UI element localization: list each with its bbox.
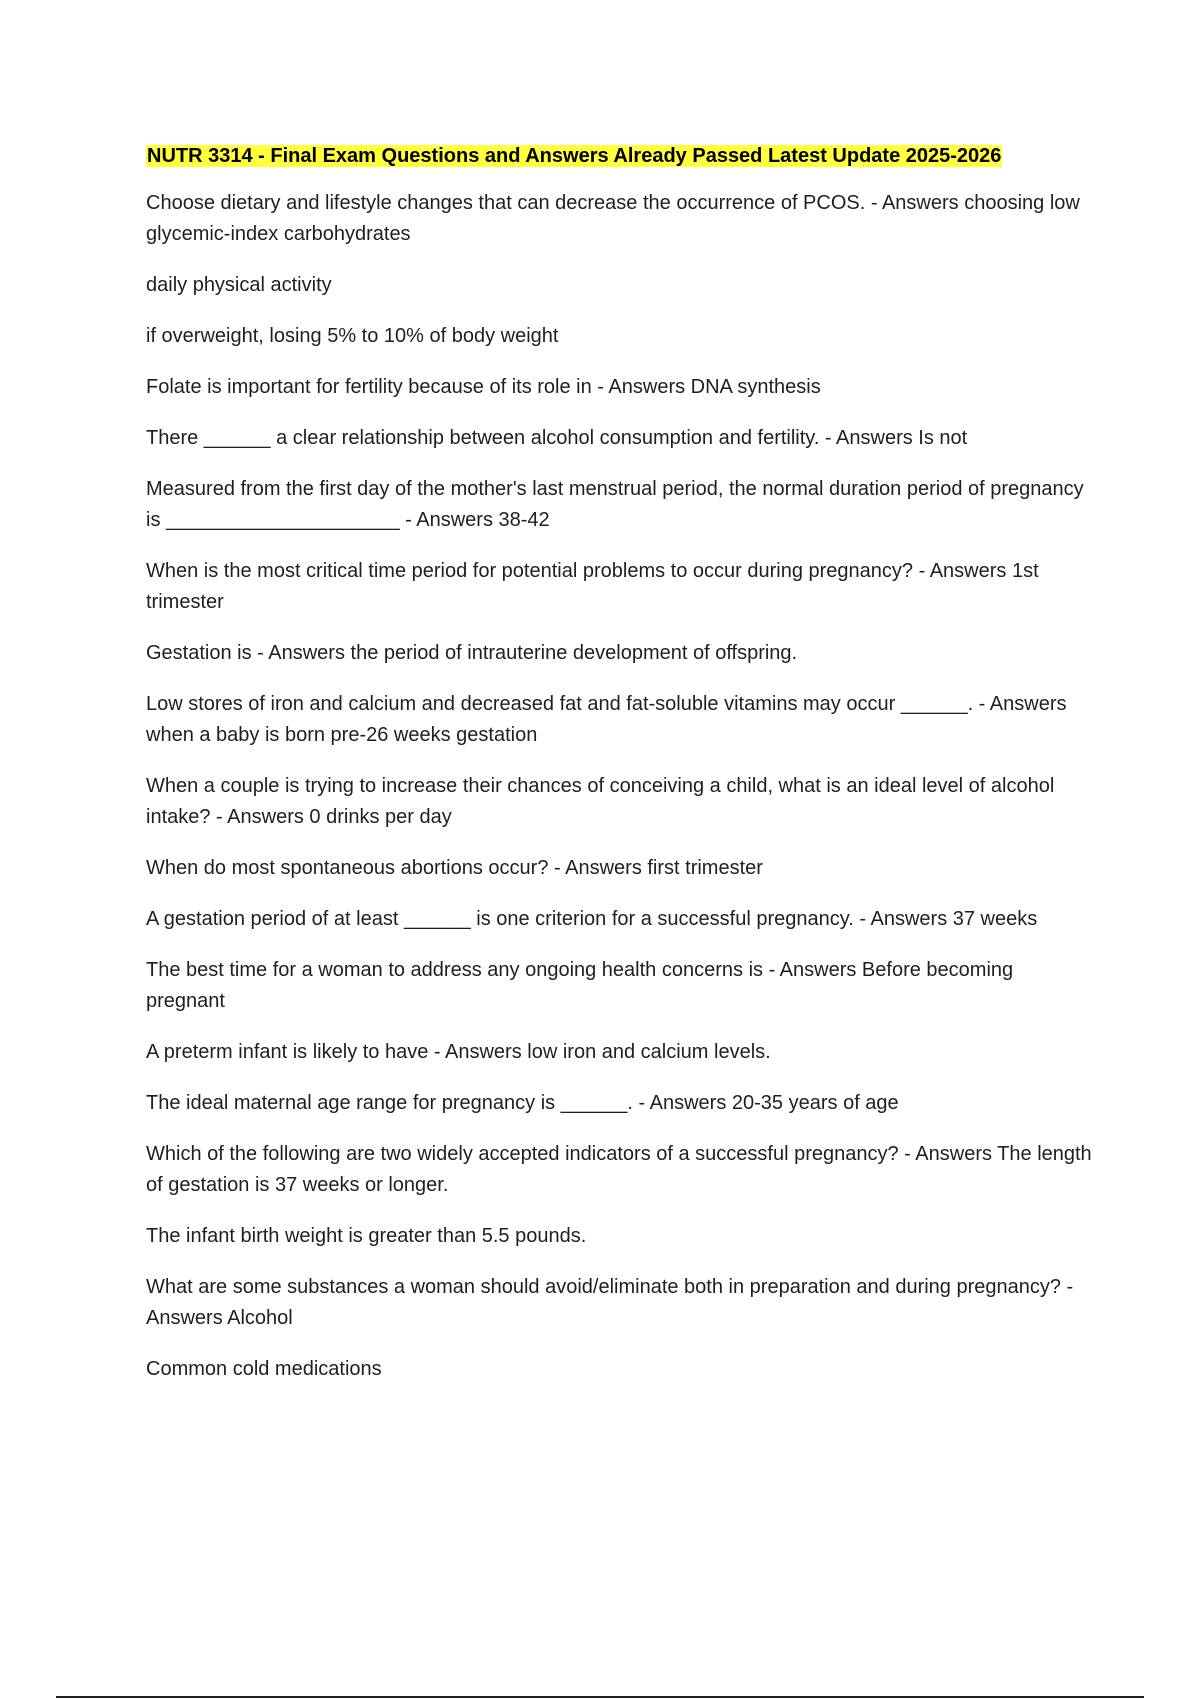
paragraph: daily physical activity: [146, 274, 332, 296]
paragraph: Choose dietary and lifestyle changes that can decrease the occurrence of PCOS. - Answers choosing low glycemic-index carbohydrates: [146, 192, 1086, 245]
title-block: [146, 142, 1096, 170]
paragraph: The infant birth weight is greater than 5.5 pounds.: [146, 1225, 587, 1247]
paragraph: The best time for a woman to address any ongoing health concerns is - Answers Before becoming pregnant: [146, 959, 1019, 1012]
paragraph: The ideal maternal age range for pregnancy is ______. - Answers 20-35 years of age: [146, 1092, 899, 1114]
paragraph: When a couple is trying to increase their chances of conceiving a child, what is an ideal level of alcohol intake? - Answers 0 drinks per day: [146, 775, 1060, 828]
paragraph: When do most spontaneous abortions occur? - Answers first trimester: [146, 857, 763, 879]
paragraph: There ______ a clear relationship between alcohol consumption and fertility. - Answers Is not: [146, 427, 968, 449]
paragraph: Measured from the first day of the mother's last menstrual period, the normal duration period of pregnancy is _____________________ - Answers 38-42: [146, 478, 1090, 531]
paragraph: What are some substances a woman should avoid/eliminate both in preparation and during pregnancy? - Answers Alcohol: [146, 1276, 1078, 1329]
document-content: [146, 142, 1096, 1405]
paragraph: Common cold medications: [146, 1358, 382, 1380]
paragraph: Gestation is - Answers the period of intrauterine development of offspring.: [146, 642, 798, 664]
paragraph: Which of the following are two widely accepted indicators of a successful pregnancy? - Answers The length of gestation is 37 weeks or longer.: [146, 1143, 1098, 1196]
paragraph: Low stores of iron and calcium and decreased fat and fat-soluble vitamins may occur ______. - Answers when a baby is born pre-26 weeks gestation: [146, 693, 1073, 746]
paragraph: A gestation period of at least ______ is one criterion for a successful pregnancy. - Answers 37 weeks: [146, 908, 1038, 930]
paragraph: if overweight, losing 5% to 10% of body weight: [146, 325, 559, 347]
page-bottom-divider: [56, 1696, 1144, 1698]
paragraph: Folate is important for fertility because of its role in - Answers DNA synthesis: [146, 376, 821, 398]
document-title: NUTR 3314 - Final Exam Questions and Answers Already Passed Latest Update 2025-2026: [147, 145, 1002, 167]
paragraph: When is the most critical time period for potential problems to occur during pregnancy? - Answers 1st trimester: [146, 560, 1045, 613]
paragraph: A preterm infant is likely to have - Answers low iron and calcium levels.: [146, 1041, 771, 1063]
